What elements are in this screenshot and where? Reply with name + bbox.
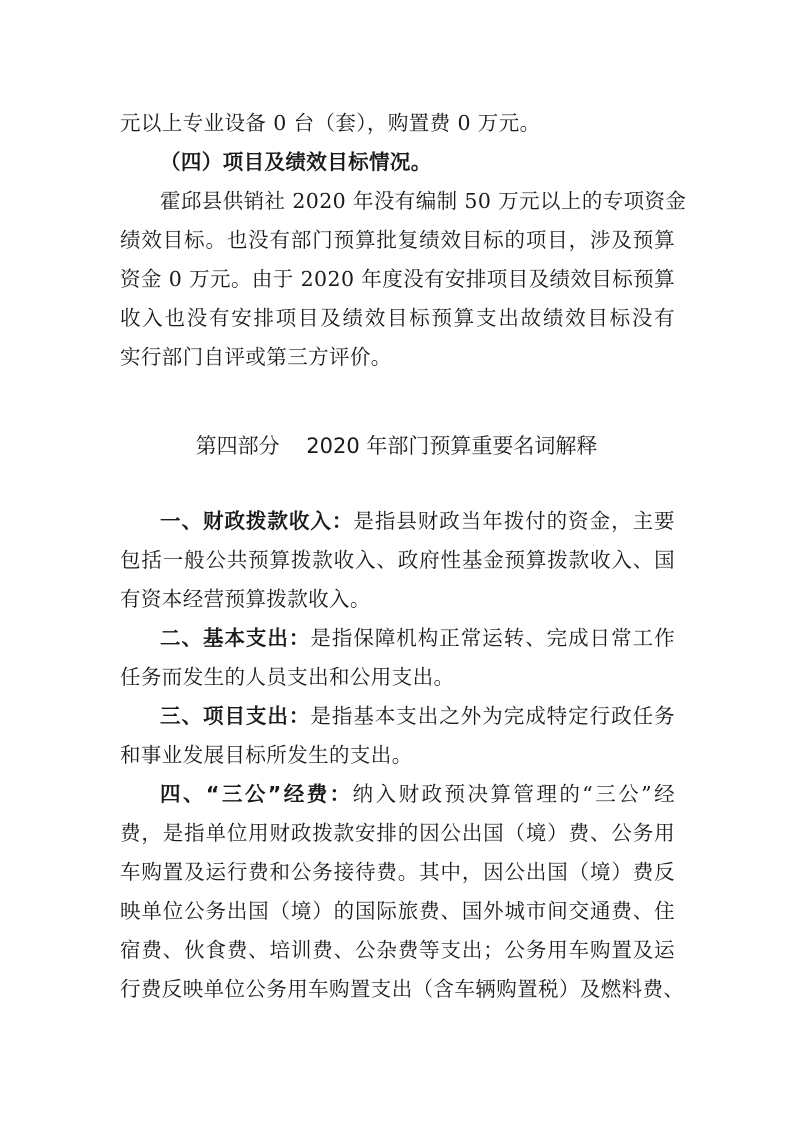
part-title-text: 2020 年部门预算重要名词解释 (306, 434, 598, 458)
definition-term: 三、项目支出： (160, 704, 311, 728)
paragraph-line: 绩效目标。也没有部门预算批复绩效目标的项目，涉及预算 (120, 228, 675, 252)
definition-line: 和事业发展目标所发生的支出。 (120, 743, 413, 767)
definition-line: 有资本经营预算拨款收入。 (120, 587, 371, 611)
paragraph-line: 霍邱县供销社 2020 年没有编制 50 万元以上的专项资金 (160, 189, 687, 213)
definition-line: 车购置及运行费和公务接待费。其中，因公出国（境）费反 (120, 860, 675, 884)
definition-line: 三、项目支出：是指基本支出之外为完成特定行政任务 (160, 704, 675, 728)
definition-term: 四、“三公”经费： (160, 782, 353, 806)
definition-line: 任务而发生的人员支出和公用支出。 (120, 665, 455, 689)
definition-line: 二、基本支出：是指保障机构正常运转、完成日常工作 (160, 626, 675, 650)
definition-line: 映单位公务出国（境）的国际旅费、国外城市间交通费、住 (120, 899, 675, 923)
definition-line: 费，是指单位用财政拨款安排的因公出国（境）费、公务用 (120, 821, 675, 845)
text-line: 元以上专业设备 0 台（套），购置费 0 万元。 (120, 111, 541, 135)
part-title (0, 432, 793, 460)
paragraph-line: 实行部门自评或第三方评价。 (120, 345, 392, 369)
definition-line: 一、财政拨款收入：是指县财政当年拨付的资金，主要 (160, 509, 675, 533)
definition-line: 行费反映单位公务用车购置支出（含车辆购置税）及燃料费、 (120, 977, 685, 1001)
definition-term: 一、财政拨款收入： (160, 509, 354, 533)
definition-term: 二、基本支出： (160, 626, 311, 650)
part-title-label: 第四部分 (195, 434, 280, 458)
definition-line: 四、“三公”经费：纳入财政预决算管理的“三公”经 (160, 782, 676, 806)
section-heading: （四）项目及绩效目标情况。 (160, 150, 432, 174)
definition-line: 宿费、伙食费、培训费、公杂费等支出；公务用车购置及运 (120, 938, 675, 962)
paragraph-line: 收入也没有安排项目及绩效目标预算支出故绩效目标没有 (120, 306, 675, 330)
paragraph-line: 资金 0 万元。由于 2020 年度没有安排项目及绩效目标预算 (120, 267, 675, 291)
definition-line: 包括一般公共预算拨款收入、政府性基金预算拨款收入、国 (120, 548, 675, 572)
